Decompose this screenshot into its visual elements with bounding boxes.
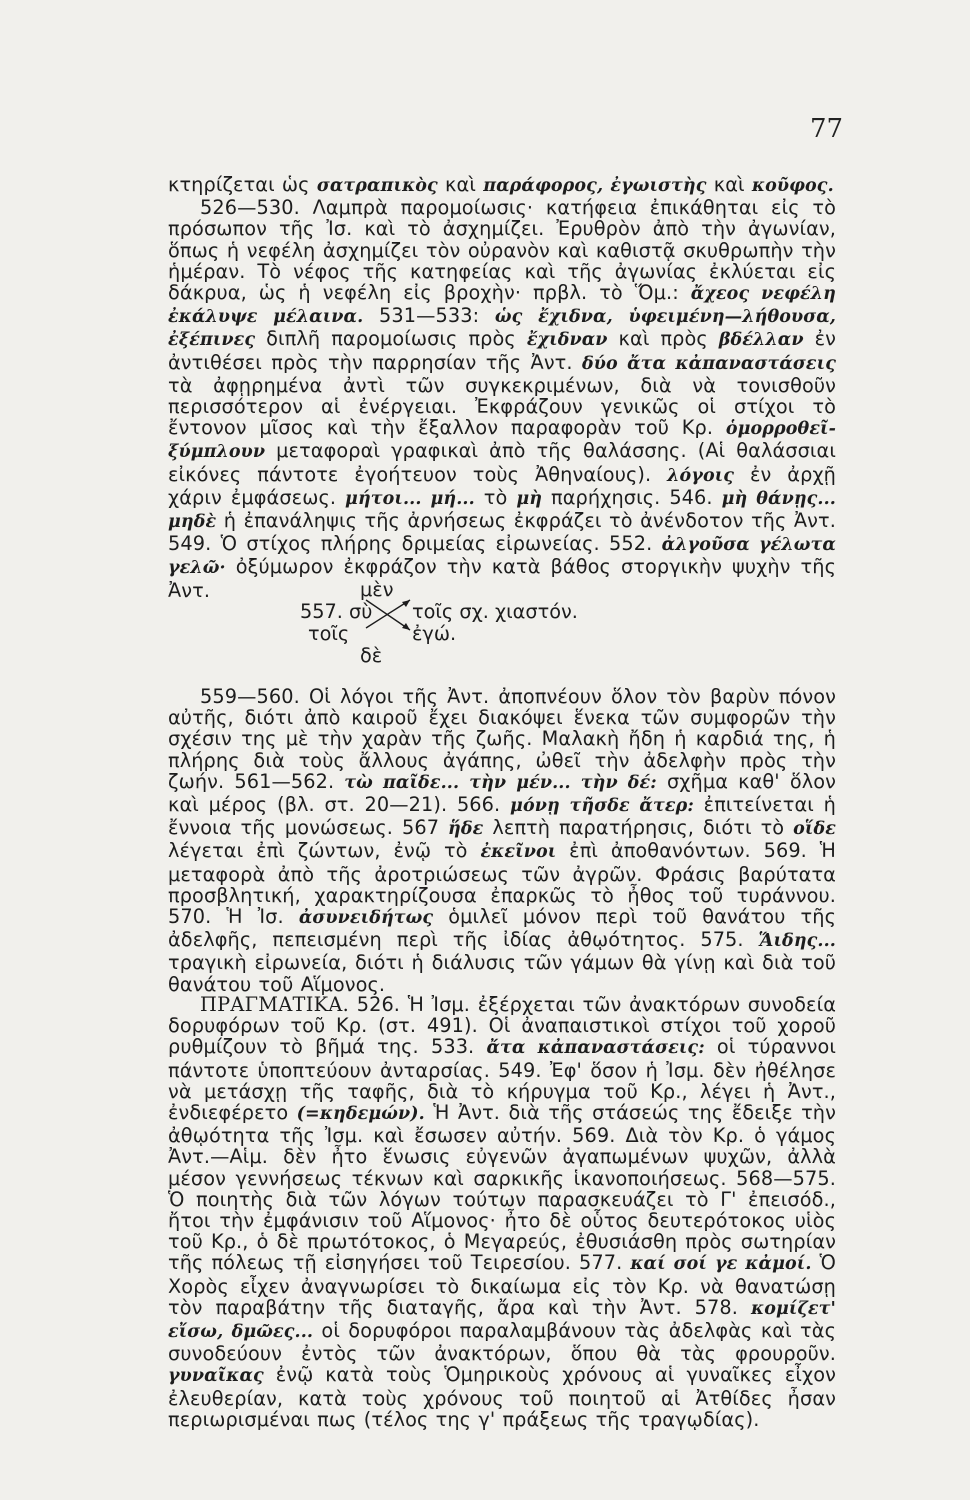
notes-paragraph bbox=[168, 197, 836, 601]
greek-quote: οἵδε bbox=[793, 819, 837, 840]
greek-quote: ἐκεῖνοι bbox=[480, 842, 557, 863]
pragmatika-section bbox=[168, 994, 836, 1430]
greek-quote: κομίζετ' εἴσω, δμῶες... bbox=[168, 1298, 836, 1343]
body-text: Ὁ Χορὸς εἶχεν ἀναγνωρίσει τὸ δικαίωμα εἰς τὸν Κρ. νὰ θανατώσῃ τὸν παραβάτην τῆς διαταγῆς, ἄρα καὶ τὴν Ἀντ. 578. bbox=[168, 1251, 837, 1319]
chiasm-left-top: 557. σὺ bbox=[300, 600, 373, 623]
greek-quote: μήτοι... μή... bbox=[345, 488, 475, 509]
body-text: 526. Ἡ Ἰσμ. ἐξέρχεται τῶν ἀνακτόρων συνοδεία δορυφόρων τοῦ Κρ. (στ. 491). Οἱ ἀναπαιστικοὶ στίχοι τοῦ χοροῦ ρυθμίζουν τὸ βῆμά της. 533. bbox=[168, 993, 836, 1059]
body-text: μεταφοραὶ γραφικαὶ ἀπὸ τῆς θαλάσσης. (Αἱ θαλάσσιαι εἰκόνες πάντοτε ἐγοήτευον τοὺς Ἀθηναίους). bbox=[168, 439, 836, 486]
body-text: οἱ τύραννοι πάντοτε ὑποπτεύουν ἀνταρσίας. 549. Ἐφ' ὅσον ἡ Ἰσμ. δὲν ἠθέλησε νὰ μετάσχῃ τῆς ταφῆς, διὰ τὸ κήρυγμα τοῦ Κρ., λέγει ἡ Ἀντ., ἐνδιεφέρετο bbox=[168, 1035, 836, 1125]
body-text: οἱ δορυφόροι παραλαμβάνουν τὰς ἀδελφὰς καὶ τὰς συνοδεύουν ἐντὸς τῶν ἀνακτόρων, ὅπου θὰ τὰς φρουροῦν. bbox=[168, 1319, 836, 1366]
chiasm-diagram bbox=[300, 578, 700, 668]
greek-quote: ἄχεος νεφέλη ἐκάλυψε μέλαινα. bbox=[168, 284, 836, 328]
body-text: σχῆμα καθ' ὅλον καὶ μέρος (βλ. στ. 20—21). 566. bbox=[168, 769, 836, 817]
chiasm-bottom-word: δὲ bbox=[360, 644, 383, 667]
greek-quote: ἄτα κἀπαναστάσεις: bbox=[486, 1038, 705, 1059]
greek-quote: μὴ θάνῃς... μηδὲ bbox=[168, 488, 836, 533]
body-text: ὀξύμωρον ἐκφράζον τὴν κατὰ βάθος στοργικὴν ψυχὴν τῆς Ἀντ. bbox=[168, 555, 836, 602]
greek-quote: ἀσυνειδήτως bbox=[298, 908, 434, 929]
body-text: λεπτὴ παρατήρησις, διότι τὸ bbox=[483, 816, 794, 840]
body-text: ἐν ἀντιθέσει πρὸς τὴν παρρησίαν τῆς Ἀντ. bbox=[168, 327, 836, 374]
body-text: καὶ πρὸς bbox=[607, 327, 719, 351]
greek-quote: σατραπικὸς bbox=[316, 176, 438, 196]
body-text: 559—560. Οἱ λόγοι τῆς Ἀντ. ἀποπνέουν ὅλον τὸν βαρὺν πόνον αὐτῆς, διότι ἀπὸ καιροῦ ἔχει διακόψει ἕνεκα τῶν συμφορῶν τὴν σχέσιν της μὲ τὴν χαρὰν τῆς ζωῆς. Μαλακὴ ἤδη ἡ καρδιά της, ἡ πλήρης διὰ τοὺς ἄλλους ἀγάπης, ὠθεῖ τὴν ἀδελφὴν πρὸς τὴν ζωήν. 561—562. bbox=[168, 685, 836, 793]
greek-quote: μόνῃ τῆσδε ἄτερ: bbox=[510, 796, 694, 817]
body-text: 531—533: bbox=[363, 304, 495, 328]
greek-quote: δύο ἄτα κἀπαναστάσεις bbox=[581, 353, 836, 374]
commentary-notes-continued bbox=[168, 686, 836, 995]
body-text: τραγικὴ εἰρωνεία, διότι ἡ διάλυσις τῶν γάμων θὰ γίνῃ καὶ διὰ τοῦ θανάτου τοῦ Αἵμονος. bbox=[168, 951, 836, 996]
greek-quote: λόγοις bbox=[667, 465, 735, 486]
body-text: Ἡ Ἀντ. διὰ τῆς στάσεώς της ἔδειξε τὴν ἀθῳότητα τῆς Ἰσμ. καὶ ἔσωσεν αὐτήν. 569. Διὰ τὸν Κρ. ὁ γάμος Ἀντ.—Αἱμ. δὲν ἦτο ἕνωσις εὐγενῶν ἀγαπωμένων ψυχῶν, ἀλλὰ μέσον γεννήσεως τέκνων καὶ σαρκικῆς ἱκανοποιήσεως. 568—575. Ὁ ποιητὴς διὰ τῶν λόγων τούτων παρασκευάζει τὸ Γ' ἐπεισόδ., ἤτοι τὴν ἐμφάνισιν τοῦ Αἵμονος· ἦτο δὲ οὗτος δευτερότοκος υἱὸς τοῦ Κρ., ὁ δὲ πρωτότοκος, ὁ Μεγαρεύς, ἐθυσιάσθη πρὸς σωτηρίαν τῆς πόλεως τῇ εἰσηγήσει τοῦ Τειρεσίου. 577. bbox=[168, 1101, 836, 1275]
body-text: παρήχησις. 546. bbox=[542, 485, 722, 509]
body-text: καὶ bbox=[437, 173, 484, 196]
body-text: ἐπιτείνεται ἡ ἔννοια τῆς μονώσεως. 567 bbox=[168, 793, 836, 840]
greek-quote: καί σοί γε κἀμοί. bbox=[630, 1254, 812, 1275]
pragmatika-heading: ΠΡΑΓΜΑΤΙΚΑ. bbox=[200, 993, 349, 1016]
chiasm-left-bottom: τοῖς bbox=[308, 622, 350, 645]
notes-paragraph bbox=[168, 686, 836, 995]
greek-quote: ἥδε bbox=[448, 819, 484, 840]
body-text: τὸ bbox=[474, 485, 517, 509]
greek-quote: (=κηδεμών). bbox=[296, 1104, 425, 1125]
body-text: καὶ bbox=[706, 173, 752, 196]
body-text: λέγεται ἐπὶ ζώντων, ἐνῷ τὸ bbox=[168, 839, 481, 863]
greek-quote: ὁμορροθεῖ-ξύμπλουν bbox=[168, 419, 836, 463]
greek-quote: κοῦφος. bbox=[751, 176, 834, 196]
greek-quote: ὡς ἔχιδνα, ὑφειμένη—λήθουσα, ἐξέπινες bbox=[168, 307, 836, 351]
greek-quote: Ἅιδης... bbox=[758, 931, 836, 952]
body-text: ἐν ἀρχῇ χάριν ἐμφάσεως. bbox=[168, 462, 836, 509]
greek-quote: βδέλλαν bbox=[718, 330, 804, 351]
body-text: ἡ ἐπανάληψις τῆς ἀρνήσεως ἐκφράζει τὸ ἀνένδοτον τῆς Ἀντ. 549. Ὁ στίχος πλήρης δριμείας εἰρωνείας. 552. bbox=[168, 509, 836, 556]
greek-quote: ἀλγοῦσα γέλωτα γελῶ· bbox=[168, 535, 836, 579]
greek-quote: γυναῖκας bbox=[168, 1366, 264, 1387]
chiasm-right-top: τοῖς σχ. χιαστόν. bbox=[412, 600, 578, 623]
body-text: 526—530. Λαμπρὰ παρομοίωσις· κατήφεια ἐπικάθηται εἰς τὸ πρόσωπον τῆς Ἰσ. καὶ τὸ ἀσχημίζει. Ἐρυθρὸν ἀπὸ τὴν ἀγωνίαν, ὅπως ἡ νεφέλη ἀσχημίζει τὸν οὐρανὸν καὶ καθιστᾷ σκυθρωπὴν τὴν ἡμέραν. Τὸ νέφος τῆς κατηφείας καὶ τῆς ἀγωνίας ἐκλύεται εἰς δάκρυα, ὡς ἡ νεφέλη εἰς βροχὴν· πρβλ. τὸ Ὅμ.: bbox=[168, 196, 836, 305]
greek-quote: τὼ παῖδε... τὴν μέν... τὴν δέ: bbox=[344, 772, 657, 793]
body-text: διπλῆ παρομοίωσις πρὸς bbox=[255, 327, 527, 351]
chiasm-right-bottom: ἐγώ. bbox=[412, 622, 457, 645]
body-text: τὰ ἀφῃρημένα ἀντὶ τῶν συγκεκριμένων, διὰ νὰ τονισθοῦν περισσότερον αἱ ἐνέργειαι. Ἐκφράζουν γενικῶς οἱ στίχοι τὸ ἔντονον μῖσος καὶ τὴν ἔξαλλον παραφορὰν τοῦ Κρ. bbox=[168, 373, 836, 440]
pragmatika-text bbox=[168, 993, 836, 1431]
notes-paragraph bbox=[168, 174, 836, 197]
body-text: ἐνῷ κατὰ τοὺς Ὁμηρικοὺς χρόνους αἱ γυναῖκες εἶχον ἐλευθερίαν, κατὰ τοὺς χρόνους τοῦ ποιητοῦ αἱ Ἀτθίδες ἦσαν περιωρισμέναι πως (τέλος της γ' πράξεως τῆς τραγῳδίας). bbox=[168, 1363, 836, 1431]
commentary-notes bbox=[168, 174, 836, 601]
page-number: 77 bbox=[810, 114, 844, 144]
pragmatika-paragraph bbox=[168, 994, 836, 1430]
greek-quote: ἔχιδναν bbox=[526, 330, 608, 351]
body-text: κτηρίζεται ὡς bbox=[168, 173, 317, 196]
chiasm-cross-lines bbox=[300, 578, 700, 668]
chiasm-top-word: μὲν bbox=[360, 578, 394, 601]
body-text: ἐπὶ ἀποθανόντων. 569. Ἡ μεταφορὰ ἀπὸ τῆς ἀροτριώσεως τῶν ἀγρῶν. Φράσις βαρύτατα προσβλητική, χαρακτηρίζουσα ἐπαρκῶς τὸ ἦθος τοῦ τυράννου. 570. Ἡ Ἰσ. bbox=[168, 839, 836, 929]
greek-quote: μὴ bbox=[516, 488, 543, 509]
greek-quote: παράφορος, ἐγωιστὴς bbox=[483, 176, 707, 196]
body-text: ὁμιλεῖ μόνον περὶ τοῦ θανάτου τῆς ἀδελφῆς, πεπεισμένη περὶ τῆς ἰδίας ἀθῳότητος. 575. bbox=[168, 905, 836, 952]
